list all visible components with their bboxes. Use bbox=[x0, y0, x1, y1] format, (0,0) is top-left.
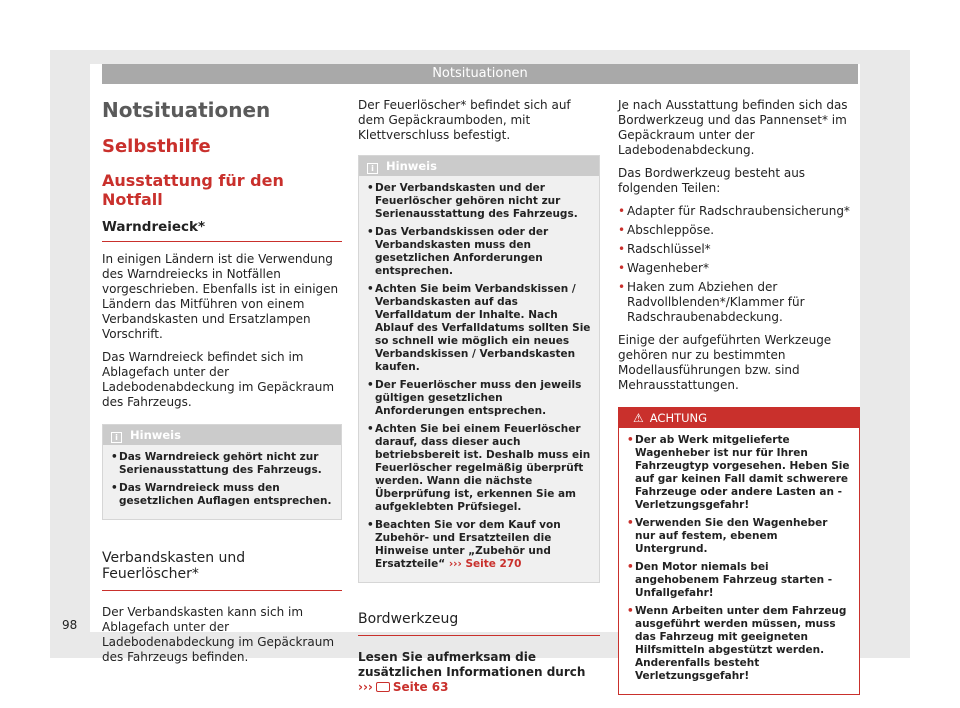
paragraph: Der Verbandskasten kann sich im Ablagefach unter der Ladebodenabdeckung im Gepäckraum des Fahrzeugs befinden. bbox=[102, 605, 335, 664]
list-item: • Haken zum Abziehen der Radvollblenden*/Klammer für Radschraubenabdeckung. bbox=[618, 280, 805, 324]
list-item: • Wagenheber* bbox=[618, 261, 709, 275]
warning-box bbox=[618, 407, 860, 695]
heading-verbandskasten: Verbandskasten und Feuerlöscher* bbox=[102, 550, 342, 591]
warning-title: ACHTUNG bbox=[649, 411, 708, 425]
info-icon: i bbox=[367, 163, 378, 174]
column-1 bbox=[102, 98, 342, 673]
note-box-header bbox=[359, 156, 599, 176]
note-box bbox=[358, 155, 600, 583]
page-link[interactable]: ››› Seite 270 bbox=[448, 558, 522, 570]
subsection-title: Ausstattung für den Notfall bbox=[102, 171, 284, 209]
info-icon: i bbox=[111, 432, 122, 443]
list-item: • Adapter für Radschraubensicherung* bbox=[618, 204, 850, 218]
list-item: •Das Verbandskissen oder der Verbandskasten muss den gesetzlichen Anforderungen entsprechen. bbox=[367, 226, 549, 277]
paragraph: Je nach Ausstattung befinden sich das Bordwerkzeug und das Pannenset* im Gepäckraum unter der Ladebodenabdeckung. bbox=[618, 98, 848, 157]
note-box bbox=[102, 424, 342, 520]
list-item: • Radschlüssel* bbox=[618, 242, 711, 256]
paragraph: In einigen Ländern ist die Verwendung des Warndreiecks in Notfällen vorgeschrieben. Ebenfalls ist in einigen Ländern das Mitführen von einem Verbandskasten und Ersatzlampen Vorschrift. bbox=[102, 252, 339, 341]
list-item: •Der Verbandskasten und der Feuerlöscher gehören nicht zur Serienausstattung des Fahrzeugs. bbox=[367, 182, 578, 220]
paragraph: Der Feuerlöscher* befindet sich auf dem Gepäckraumboden, mit Klettverschluss befestigt. bbox=[358, 98, 571, 142]
list-item: •Beachten Sie vor dem Kauf von Zubehör- und Ersatzteilen die Hinweise unter „Zubehör und Ersatzteile“ ››› Seite 270 bbox=[367, 519, 561, 570]
heading-warndreieck: Warndreieck* bbox=[102, 219, 342, 242]
lead-paragraph: Lesen Sie aufmerksam die zusätzlichen Informationen durch ››› Seite 63 bbox=[358, 650, 586, 694]
chapter-title: Notsituationen bbox=[102, 98, 271, 122]
note-box-header bbox=[103, 425, 341, 445]
paragraph: Das Bordwerkzeug besteht aus folgenden Teilen: bbox=[618, 166, 806, 195]
paragraph: Einige der aufgeführten Werkzeuge gehören nur zu bestimmten Modellausführungen bzw. sind Mehrausstattungen. bbox=[618, 333, 832, 392]
list-item: •Das Warndreieck muss den gesetzlichen Auflagen entsprechen. bbox=[111, 482, 332, 507]
note-box-title: Hinweis bbox=[130, 428, 181, 442]
note-box-title: Hinweis bbox=[386, 159, 437, 173]
warning-box-header bbox=[619, 408, 859, 428]
section-header: Notsituationen bbox=[102, 64, 858, 84]
list-item: • Abschleppöse. bbox=[618, 223, 715, 237]
column-3 bbox=[618, 98, 860, 695]
heading-bordwerkzeug: Bordwerkzeug bbox=[358, 611, 600, 636]
paragraph: Das Warndreieck befindet sich im Ablagefach unter der Ladebodenabdeckung im Gepäckraum des Fahrzeugs. bbox=[102, 350, 335, 409]
tool-list bbox=[618, 204, 860, 325]
page-number: 98 bbox=[62, 618, 78, 632]
page-link[interactable]: Seite 63 bbox=[392, 680, 449, 694]
list-item: •Der ab Werk mitgelieferte Wagenheber ist nur für Ihren Fahrzeugtyp vorgesehen. Heben Sie auf gar keinen Fall damit schwerere Fahrzeuge oder andere Lasten an - Verletzungsgefahr! bbox=[627, 434, 850, 511]
book-icon bbox=[376, 682, 390, 692]
list-item: •Der Feuerlöscher muss den jeweils gültigen gesetzlichen Anforderungen entsprechen. bbox=[367, 379, 582, 417]
list-item: •Wenn Arbeiten unter dem Fahrzeug ausgeführt werden müssen, muss das Fahrzeug mit geeigneten Hilfsmitteln abgestützt werden. Anderenfalls besteht Verletzungsgefahr! bbox=[627, 605, 847, 682]
list-item: •Verwenden Sie den Wagenheber nur auf festem, ebenem Untergrund. bbox=[627, 517, 828, 555]
warning-triangle-icon: ⚠ bbox=[633, 411, 644, 425]
list-item: •Achten Sie bei einem Feuerlöscher darauf, dass dieser auch betriebsbereit ist. Deshalb muss ein Feuerlöscher regelmäßig überprüft werden. Wann die nächste Überprüfung ist, erkennen Sie am aufgeklebten Prüfsiegel. bbox=[367, 423, 591, 513]
list-item: •Den Motor niemals bei angehobenem Fahrzeug starten - Unfallgefahr! bbox=[627, 561, 833, 599]
list-item: •Achten Sie beim Verbandskissen / Verbandskasten auf das Verfalldatum der Inhalte. Nach Ablauf des Verfalldatums sollten Sie so schnell wie möglich ein neues Verbandskissen / Verbandskasten kaufen. bbox=[367, 283, 591, 373]
list-item: •Das Warndreieck gehört nicht zur Serienausstattung des Fahrzeugs. bbox=[111, 451, 322, 476]
column-2 bbox=[358, 98, 600, 703]
section-title: Selbsthilfe bbox=[102, 136, 211, 157]
